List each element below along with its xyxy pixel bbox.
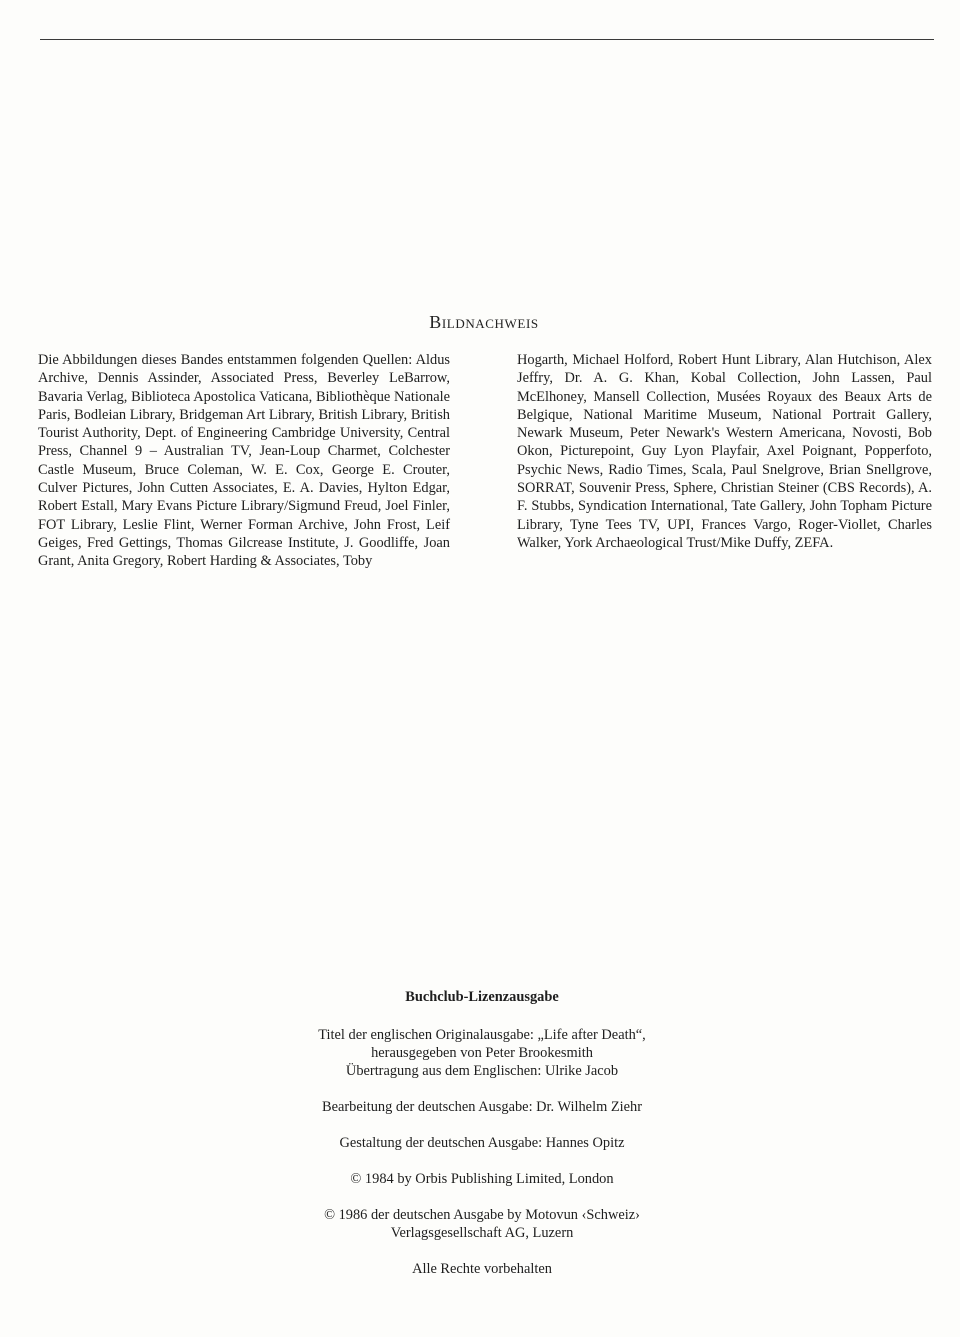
- copyright-1986-block: [282, 1206, 682, 1242]
- original-title-line: Titel der englischen Originalausgabe: „Life after Death“,: [318, 1027, 646, 1043]
- design-line: Gestaltung der deutschen Ausgabe: Hannes Opitz: [339, 1135, 625, 1151]
- rights-line: Alle Rechte vorbehalten: [412, 1261, 552, 1277]
- editor-line: herausgegeben von Peter Brookesmith: [371, 1045, 593, 1061]
- translation-line: Übertragung aus dem Englischen: Ulrike Jacob: [345, 1063, 619, 1079]
- copyright-1986-line1: © 1986 der deutschen Ausgabe by Motovun ‹Schweiz›: [324, 1207, 640, 1223]
- adaptation-line: Bearbeitung der deutschen Ausgabe: Dr. Wilhelm Ziehr: [321, 1099, 643, 1115]
- copyright-1986-line2: Verlagsgesellschaft AG, Luzern: [390, 1225, 574, 1241]
- colophon-title: Buchclub-Lizenzausgabe: [405, 989, 559, 1005]
- colophon: [282, 988, 682, 1296]
- section-heading: Bildnachweis: [429, 312, 539, 332]
- credits-left-column: Die Abbildungen dieses Bandes entstammen folgenden Quellen: Aldus Archive, Dennis Assinder, Associated Press, Beverley LeBarrow, Bavaria Verlag, Biblioteca Apostolica Vaticana, Bibliothèque Nationale Paris, Bodleian Library, Bridgeman Art Library, British Library, British Tourist Authority, Dept. of Engineering Cambridge University, Central Press, Channel 9 – Australian TV, Jean-Loup Charmet, Colchester Castle Museum, Bruce Coleman, W. E. Cox, George E. Crouter, Culver Pictures, John Cutten Associates, E. A. Davies, Hylton Edgar, Robert Estall, Mary Evans Picture Library/Sigmund Freud, Joel Finler, FOT Library, Leslie Flint, Werner Forman Archive, John Frost, Leif Geiges, Fred Gettings, Thomas Gilcrease Institute, J. Goodliffe, Joan Grant, Anita Gregory, Robert Harding & Associates, Toby: [38, 352, 450, 570]
- copyright-1984-line: © 1984 by Orbis Publishing Limited, London: [350, 1171, 614, 1187]
- original-edition-block: [282, 1026, 682, 1080]
- top-rule: [40, 39, 934, 40]
- credits-right-column: Hogarth, Michael Holford, Robert Hunt Library, Alan Hutchison, Alex Jeffry, Dr. A. G. Khan, Kobal Collection, John Lassen, Paul McElhoney, Mansell Collection, Musées Royaux des Beaux Arts de Belgique, National Maritime Museum, National Portrait Gallery, Newark Museum, Peter Newark's Western Americana, Novosti, Bob Okon, Picturepoint, Guy Lyon Playfair, Axel Poignant, Popperfoto, Psychic News, Radio Times, Scala, Paul Snelgrove, Brian Snellgrove, SORRAT, Souvenir Press, Sphere, Christian Steiner (CBS Records), A. F. Stubbs, Syndication International, Tate Gallery, John Topham Picture Library, Tyne Tees TV, UPI, Frances Vargo, Roger-Viollet, Charles Walker, York Archaeological Trust/Mike Duffy, ZEFA.: [517, 352, 932, 551]
